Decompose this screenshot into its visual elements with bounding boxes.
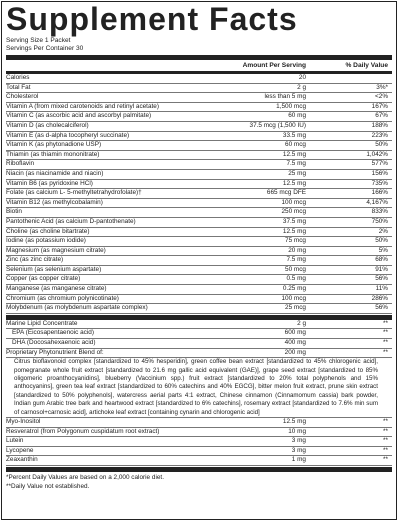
nutrient-daily-value: 833% xyxy=(371,208,388,216)
table-row xyxy=(6,228,392,238)
nutrient-daily-value: 50% xyxy=(375,237,388,245)
table-row xyxy=(6,428,392,438)
table-row xyxy=(6,141,392,151)
nutrient-amount: 1,500 mcg xyxy=(276,102,306,110)
nutrient-amount: less than 5 mg xyxy=(264,93,306,101)
nutrient-daily-value: ** xyxy=(383,418,388,426)
nutrient-amount: 3 mg xyxy=(291,437,306,445)
nutrient-daily-value: ** xyxy=(383,427,388,435)
table-row xyxy=(6,218,392,228)
nutrient-name: Magnesium (as magnesium citrate) xyxy=(6,246,106,254)
nutrient-daily-value: 68% xyxy=(375,256,388,264)
nutrient-amount: 37.5 mg xyxy=(282,217,306,225)
nutrient-name: EPA (Eicosapentaenoic acid) xyxy=(12,329,94,337)
table-row xyxy=(6,208,392,218)
supplement-facts-panel xyxy=(1,1,397,520)
nutrient-amount: 60 mg xyxy=(288,112,306,120)
nutrient-amount: 7.5 mg xyxy=(286,160,306,168)
nutrient-daily-value: 1,042% xyxy=(366,150,388,158)
nutrient-daily-value: 4,167% xyxy=(366,198,388,206)
table-row xyxy=(6,189,392,199)
nutrient-name: Vitamin D (as cholecalciferol) xyxy=(6,121,89,129)
nutrient-name: Iodine (as potassium iodide) xyxy=(6,237,86,245)
nutrient-daily-value: 56% xyxy=(375,304,388,312)
table-row xyxy=(6,74,392,84)
nutrient-amount: 400 mg xyxy=(284,339,306,347)
nutrient-daily-value: ** xyxy=(383,456,388,464)
nutrient-daily-value: ** xyxy=(383,319,388,327)
nutrient-daily-value: 577% xyxy=(371,160,388,168)
table-row xyxy=(6,170,392,180)
nutrient-amount: 2 g xyxy=(297,83,306,91)
table-row xyxy=(6,320,392,330)
nutrient-daily-value: 2% xyxy=(378,227,388,235)
column-header xyxy=(6,60,392,71)
nutrient-amount: 665 mcg DFE xyxy=(266,189,306,197)
nutrient-name: Resveratrol (from Polygonum cuspidatum root extract) xyxy=(6,427,160,435)
table-row xyxy=(6,180,392,190)
table-row xyxy=(6,275,392,285)
nutrient-daily-value: 166% xyxy=(371,189,388,197)
table-row xyxy=(6,247,392,257)
nutrient-name: Vitamin B6 (as pyridoxine HCl) xyxy=(6,179,93,187)
nutrient-name: DHA (Docosahexaenoic acid) xyxy=(12,339,96,347)
nutrient-amount: 1 mg xyxy=(291,456,306,464)
nutrient-name: Folate (as calcium L- 5-methyltetrahydrofolate)† xyxy=(6,189,142,197)
table-row xyxy=(6,447,392,457)
nutrient-amount: 20 mg xyxy=(288,246,306,254)
table-row xyxy=(6,285,392,295)
nutrient-daily-value: 223% xyxy=(371,131,388,139)
nutrient-name: Cholesterol xyxy=(6,93,39,101)
nutrient-name: Vitamin C (as ascorbic acid and ascorbyl palmitate) xyxy=(6,112,152,120)
other-table xyxy=(6,418,392,466)
nutrient-name: Pantothenic Acid (as calcium D-pantothenate) xyxy=(6,217,136,225)
nutrient-daily-value: 188% xyxy=(371,121,388,129)
table-row xyxy=(6,93,392,103)
nutrient-daily-value: 50% xyxy=(375,141,388,149)
nutrient-daily-value: ** xyxy=(383,329,388,337)
panel-title: Supplement Facts xyxy=(6,1,298,37)
nutrient-amount: 75 mcg xyxy=(285,237,306,245)
nutrient-name: Vitamin A (from mixed carotenoids and retinyl acetate) xyxy=(6,102,159,110)
lipid-table xyxy=(6,320,392,358)
footnote-not-established: **Daily Value not established. xyxy=(6,482,90,490)
nutrient-amount: 20 xyxy=(298,74,306,81)
nutrient-name: Vitamin K (as phytonadione USP) xyxy=(6,141,102,149)
nutrient-daily-value: 11% xyxy=(375,285,388,293)
nutrient-amount: 2 g xyxy=(297,319,306,327)
nutrient-amount: 25 mcg xyxy=(285,304,306,312)
nutrient-amount: 12.5 mg xyxy=(282,418,306,426)
table-row xyxy=(6,122,392,132)
nutrient-daily-value: 67% xyxy=(375,112,388,120)
nutrient-name: Myo-Inositol xyxy=(6,418,41,426)
table-row xyxy=(6,304,392,314)
nutrient-name: Choline (as choline bitartrate) xyxy=(6,227,90,235)
nutrient-daily-value: ** xyxy=(383,348,388,356)
nutrient-daily-value: ** xyxy=(383,437,388,445)
nutrient-amount: 33.5 mg xyxy=(282,131,306,139)
table-row xyxy=(6,84,392,94)
table-row xyxy=(6,160,392,170)
amount-header: Amount Per Serving xyxy=(242,62,306,69)
nutrient-name: Molybdenum (as molybdenum aspartate complex) xyxy=(6,304,148,312)
nutrient-daily-value: 167% xyxy=(371,102,388,110)
nutrient-name: Proprietary Phytonutrient Blend of: xyxy=(6,348,104,356)
table-row xyxy=(6,295,392,305)
nutrient-amount: 0.25 mg xyxy=(282,285,306,293)
table-row xyxy=(6,418,392,428)
nutrient-amount: 37.5 mcg (1,500 IU) xyxy=(249,121,306,129)
table-row xyxy=(6,256,392,266)
table-row xyxy=(6,349,392,359)
nutrient-name: Calories xyxy=(6,74,30,81)
nutrient-name: Vitamin B12 (as methylcobalamin) xyxy=(6,198,103,206)
nutrient-amount: 0.5 mg xyxy=(286,275,306,283)
nutrient-name: Selenium (as selenium aspartate) xyxy=(6,265,102,273)
nutrient-name: Vitamin E (as d-alpha tocopheryl succinate) xyxy=(6,131,130,139)
table-row xyxy=(6,112,392,122)
nutrient-name: Zeaxanthin xyxy=(6,456,38,464)
nutrient-name: Riboflavin xyxy=(6,160,35,168)
nutrient-name: Lycopene xyxy=(6,446,34,454)
blend-ingredients: Citrus bioflavonoid complex [standardized to 45% hesperidin], green coffee bean extract [standardized to 45% chlorogenic acid], pomegranate whole fruit extract [standardized to 21.6 mg gallic acid equivalent (GAE)], grape seed extract [standardized to 85% oligomeric proanthocyanidins], blueberry (Vaccinium spp.) fruit extract [standardized to 20% total polyphenols and 15% anthocyanins], green tea leaf extract [standardized to 60% catechins and 40% EGCG], bitter melon fruit extract, prune skin extract [standardized to 50% polyphenols], watercress aerial parts 4:1 extract, Chinese cinnamon (Cinnamomum cassia) bark powder, Indian gum Arabic tree bark and heartwood extract [standardized to 6% catechins], rosemary extract [standardized to 7.6% min sum of carnosol+carnosic acid], artichoke leaf extract [containing cynarin and chlorogenic acid] xyxy=(6,358,392,418)
serving-size: Serving Size 1 Packet xyxy=(6,37,71,44)
table-row xyxy=(6,237,392,247)
nutrient-daily-value: <2% xyxy=(375,93,388,101)
nutrient-amount: 60 mcg xyxy=(285,141,306,149)
nutrient-name: Chromium (as chromium polynicotinate) xyxy=(6,294,119,302)
table-row xyxy=(6,103,392,113)
table-row xyxy=(6,151,392,161)
nutrient-amount: 250 mcg xyxy=(281,208,306,216)
nutrient-daily-value: 156% xyxy=(371,169,388,177)
nutrient-name: Thiamin (as thiamin mononitrate) xyxy=(6,150,100,158)
nutrient-amount: 12.5 mg xyxy=(282,150,306,158)
nutrient-daily-value: 286% xyxy=(371,294,388,302)
nutrient-amount: 25 mg xyxy=(288,169,306,177)
nutrient-daily-value: ** xyxy=(383,339,388,347)
nutrient-amount: 12.5 mg xyxy=(282,179,306,187)
nutrient-name: Biotin xyxy=(6,208,22,216)
nutrient-amount: 200 mg xyxy=(284,348,306,356)
table-row xyxy=(6,456,392,466)
nutrient-amount: 3 mg xyxy=(291,446,306,454)
divider-thick-3 xyxy=(6,467,392,472)
nutrient-daily-value: 5% xyxy=(378,246,388,254)
nutrient-amount: 7.5 mg xyxy=(286,256,306,264)
table-row xyxy=(6,339,392,349)
nutrient-daily-value: 3%* xyxy=(376,83,388,91)
nutrient-name: Manganese (as manganese citrate) xyxy=(6,285,107,293)
nutrient-amount: 100 mcg xyxy=(281,294,306,302)
nutrient-daily-value: 750% xyxy=(371,217,388,225)
footnote-daily-value: *Percent Daily Values are based on a 2,000 calorie diet. xyxy=(6,474,164,482)
table-row xyxy=(6,199,392,209)
table-row xyxy=(6,329,392,339)
nutrient-amount: 12.5 mg xyxy=(282,227,306,235)
daily-value-header: % Daily Value xyxy=(345,62,388,69)
nutrient-table xyxy=(6,74,392,314)
nutrient-name: Copper (as copper citrate) xyxy=(6,275,81,283)
nutrient-amount: 600 mg xyxy=(284,329,306,337)
nutrient-name: Niacin (as niacinamide and niacin) xyxy=(6,169,104,177)
nutrient-amount: 50 mcg xyxy=(285,265,306,273)
nutrient-name: Zinc (as zinc citrate) xyxy=(6,256,64,264)
nutrient-daily-value: 56% xyxy=(375,275,388,283)
nutrient-amount: 10 mg xyxy=(288,427,306,435)
nutrient-name: Total Fat xyxy=(6,83,31,91)
servings-per-container: Servings Per Container 30 xyxy=(6,45,84,52)
table-row xyxy=(6,266,392,276)
nutrient-daily-value: 735% xyxy=(371,179,388,187)
table-row xyxy=(6,132,392,142)
nutrient-name: Lutein xyxy=(6,437,24,445)
nutrient-daily-value: ** xyxy=(383,446,388,454)
nutrient-name: Marine Lipid Concentrate xyxy=(6,319,78,327)
nutrient-daily-value: 91% xyxy=(375,265,388,273)
table-row xyxy=(6,437,392,447)
nutrient-amount: 100 mcg xyxy=(281,198,306,206)
